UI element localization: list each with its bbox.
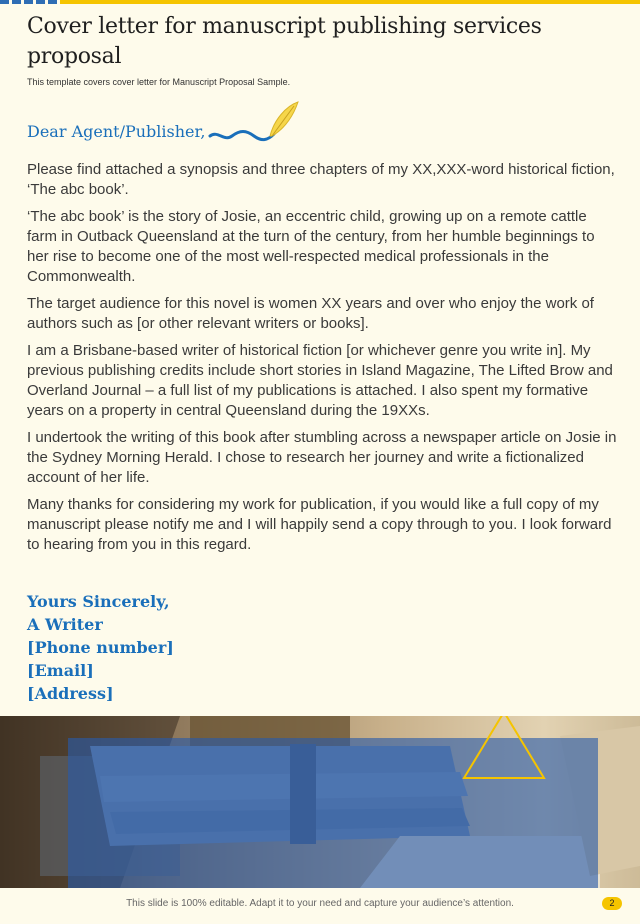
letter-body	[27, 160, 619, 562]
page-title: Cover letter for manuscript publishing services proposal	[27, 14, 542, 69]
address-placeholder: [Address]	[27, 684, 114, 703]
signature-block	[27, 590, 174, 705]
salutation: Dear Agent/Publisher,	[27, 122, 206, 141]
letter-paragraph: Please find attached a synopsis and three chapters of my XX,XXX-word historical fiction, ‘The abc book’.	[27, 161, 615, 198]
letter-paragraph: The target audience for this novel is women XX years and over who enjoy the work of authors such as [or other relevant writers or books].	[27, 295, 594, 332]
letter-paragraph: I undertook the writing of this book after stumbling across a newspaper article on Josie in the Sydney Morning Herald. I chose to research her journey and write a fictionalized account of her life.	[27, 429, 617, 486]
letter-paragraph: Many thanks for considering my work for publication, if you would like a full copy of my manuscript please notify me and I will happily send a copy through to you. I look forward to hearing from you in this regard.	[27, 496, 612, 553]
top-dash	[12, 0, 21, 4]
stack-of-papers-photo	[0, 716, 640, 888]
writer-name: A Writer	[27, 615, 103, 634]
top-dash	[48, 0, 57, 4]
footer-note: This slide is 100% editable. Adapt it to your need and capture your audience’s attention.	[126, 898, 514, 909]
top-dash	[0, 0, 9, 4]
phone-placeholder: [Phone number]	[27, 638, 174, 657]
top-dash	[24, 0, 33, 4]
top-yellow-line	[60, 0, 640, 4]
quill-pen-icon	[208, 100, 300, 148]
letter-paragraph: I am a Brisbane-based writer of historical fiction [or whichever genre you write in]. My previous publishing credits include short stories in Island Magazine, The Lifted Brow and Overland Journal – a full list of my publications is attached. I also spent my formative years on a property in central Queensland during the 19XXs.	[27, 342, 613, 419]
closing-line: Yours Sincerely,	[27, 592, 170, 611]
top-dash	[36, 0, 45, 4]
page-subtitle: This template covers cover letter for Manuscript Proposal Sample.	[27, 77, 291, 87]
triangle-outline-icon	[460, 716, 548, 782]
email-placeholder: [Email]	[27, 661, 94, 680]
page-number-badge: 2	[602, 897, 622, 910]
letter-paragraph: ‘The abc book’ is the story of Josie, an eccentric child, growing up on a remote cattle farm in Outback Queensland at the turn of the century, from her humble beginnings to her rise to become one of the most well-respected medical professionals in the Commonwealth.	[27, 208, 595, 285]
top-accent-bar	[0, 0, 640, 5]
